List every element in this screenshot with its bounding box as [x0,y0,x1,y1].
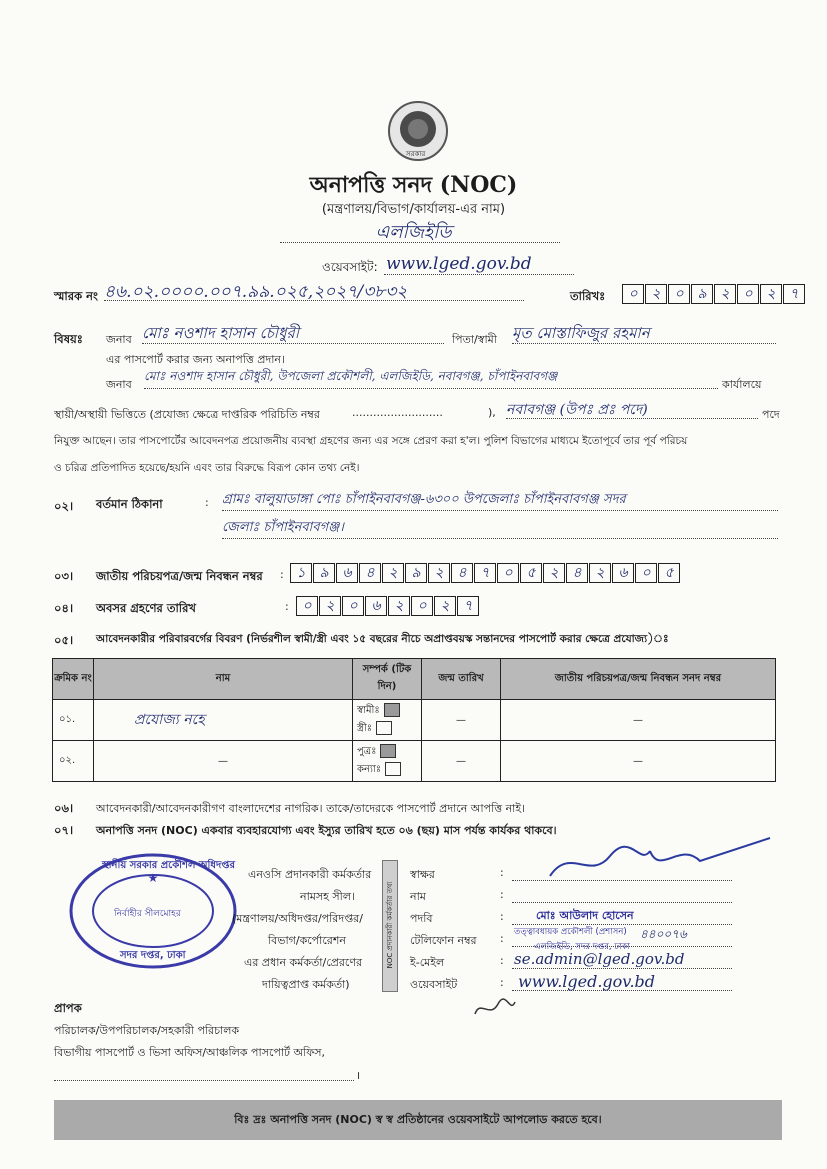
date-digit: ০ [622,284,644,304]
officer-email: se.admin@lged.gov.bd [514,950,685,968]
row-name: প্রযোজ্য নহে [134,712,205,728]
recipient-l1: পরিচালক/উপপরিচালক/সহকারী পরিচালক [54,1024,240,1037]
field-signature: স্বাক্ষর [410,868,435,881]
subject-line2: এর পাসপোর্ট করার জন্য অনাপত্তি প্রদান। [106,353,285,366]
footer-note-bar [54,1100,782,1140]
body-line2a: স্থায়ী/অস্থায়ী ভিত্তিতে (প্রযোজ্য ক্ষেত্রে দাপ্তরিক পরিচিতি নম্বর [54,408,320,421]
issuer-l1: এনওসি প্রদানকারী কর্মকর্তার [248,868,372,881]
government-seal [378,100,458,162]
row-serial: ০২. [53,741,94,782]
subject-name-line [142,343,444,344]
row-dob: — [422,700,501,741]
nid-digit: ০ [635,563,657,583]
retire-digit: ৬ [365,596,387,616]
initials-scribble [470,994,520,1024]
office-name: এলজিইডি [375,222,452,243]
retire-digit: ০ [411,596,433,616]
body-officer-line [144,388,718,389]
nid-digit: ২ [382,563,404,583]
colon-2: : [500,888,504,901]
item-06-number: ০৬। [54,801,74,815]
address-underline1 [222,510,778,511]
col-serial: ক্রমিক নং [53,659,94,700]
colon-1: : [500,866,504,879]
row-nid: — [501,741,776,782]
issuer-l2: নামসহ সীল। [300,890,355,903]
family-table-header [53,659,776,700]
row-name-cell [94,700,353,741]
date-digit: ২ [760,284,782,304]
nid-digit: ২ [543,563,565,583]
relation-daughter-label: কন্যাঃ [357,764,382,775]
office-name-line [280,242,560,243]
col-nid: জাতীয় পরিচয়পত্র/জন্ম নিবন্ধন সনদ নম্বর [501,659,776,700]
email-line [512,968,732,969]
issuer-l4: বিভাগ/কর্পোরেশন [268,934,346,947]
col-name: নাম [94,659,353,700]
nid-digit: ২ [428,563,450,583]
officer-designation: তত্ত্বাবধায়ক প্রকৌশলী (প্রশাসন) [514,927,627,937]
subject-prefix: জনাব [106,333,132,346]
name-line [512,902,732,903]
date-digit: ৭ [783,284,805,304]
row-name: — [94,741,353,782]
item-04-number: ০৪। [54,601,74,615]
col-dob: জন্ম তারিখ [422,659,501,700]
recipient-line [54,1080,354,1081]
item-07-number: ০৭। [54,823,74,837]
body-suffix2: পদে [762,408,780,421]
address-colon: : [205,496,209,509]
body-prefix: জনাব [106,378,132,391]
field-name: নাম [410,890,426,903]
recipient-l3: । [356,1069,361,1082]
nid-boxes [290,563,681,583]
relation-husband-checkbox[interactable] [384,703,400,717]
retire-digit: ২ [388,596,410,616]
row-serial: ০১. [53,700,94,741]
date-digit: ২ [714,284,736,304]
body-suffix1: কার্যালয়ে [722,378,762,391]
body-post-line [506,418,758,419]
retire-digit: ০ [296,596,318,616]
officer-website: www.lged.gov.bd [518,972,656,991]
relation-wife-checkbox[interactable] [376,721,392,735]
table-row [53,741,776,782]
issuer-l5: এর প্রধান কর্মকর্তা/প্রেরণের [244,956,363,969]
svg-text:★: ★ [147,871,159,885]
stamp-outer-text: স্থানীয় সরকার প্রকৌশল অধিদপ্তর [102,860,235,871]
stamp-inner-text: নির্বাহীর সীলমোহর [114,909,181,919]
relation-husband-label: স্বামীঃ [357,705,380,716]
nid-colon: : [280,568,284,581]
seal-caption: সরকার [406,150,426,158]
item-05-number: ০৫। [54,633,74,647]
address-line2: জেলাঃ চাঁপাইনবাবগঞ্জ। [222,520,344,535]
body-line3: নিযুক্ত আছেন। তার পাসপোর্টের আবেদনপত্র প্রয়োজনীয় ব্যবস্থা গ্রহণের জন্য এর সঙ্গে প্রেরণ করা হ'ল। পুলিশ বিভাগের মাধ্যমে ইতোপূর্বে তার পূর্ব পরিচয় [54,435,688,447]
colon-3: : [500,910,504,923]
father-name-line [512,343,776,344]
table-row [53,700,776,741]
father-label: পিতা/স্বামী [452,333,497,346]
retire-digit: ২ [319,596,341,616]
body-line4: ও চরিত্র প্রতিপাদিত হয়েছে/হয়নি এবং তার বিরুদ্ধে বিরূপ কোন তথ্য নেই। [54,462,360,474]
footer-note: বিঃ দ্রঃ অনাপত্তি সনদ (NOC) স্ব স্ব প্রতিষ্ঠানের ওয়েবসাইটে আপলোড করতে হবে। [234,1113,602,1126]
stamp-bottom-text: সদর দপ্তর, ঢাকা [120,950,186,961]
date-digit: ৯ [691,284,713,304]
field-email: ই-মেইল [410,956,445,969]
address-underline2 [222,538,778,539]
field-designation: পদবি [410,912,433,925]
retire-boxes [296,596,480,616]
nid-digit: ৯ [313,563,335,583]
subject-name: মোঃ নওশাদ হাসান চৌধুরী [142,324,300,342]
relation-wife-label: স্ত্রীঃ [357,723,373,734]
recipient-l2: বিভাগীয় পাসপোর্ট ও ভিসা অফিস/আঞ্চলিক পাসপোর্ট অফিস, [54,1046,325,1059]
body-line2b: ), [488,406,496,419]
retire-digit: ২ [434,596,456,616]
subject-label: বিষয়ঃ [54,332,83,346]
nid-digit: ৬ [336,563,358,583]
field-phone: টেলিফোন নম্বর [410,934,477,947]
nid-digit: ৫ [658,563,680,583]
family-table [52,658,776,782]
nid-digit: ৪ [566,563,588,583]
colon-4: : [500,932,504,945]
date-digit: ০ [668,284,690,304]
date-boxes [622,284,806,304]
retire-label: অবসর গ্রহণের তারিখ [96,601,196,615]
retire-colon: : [285,600,289,613]
note-06: আবেদনকারী/আবেদনকারীগণ বাংলাদেশের নাগরিক। তাকে/তাদেরকে পাসপোর্ট প্রদানে আপত্তি নাই। [96,802,526,815]
nid-digit: ০ [497,563,519,583]
nid-digit: ৪ [451,563,473,583]
family-label: আবেদনকারীর পরিবারবর্গের বিবরণ (নির্ভরশীল স্বামী/স্ত্রী এবং ১৫ বছরের নীচে অপ্রাপ্তবয়স্ক সন্তানদের পাসপোর্ট করার ক্ষেত্রে প্রযোজ্য)ঃ [96,633,669,645]
memo-label: স্মারক নং [54,289,98,303]
nid-digit: ৫ [520,563,542,583]
officer-phone: ৪৪০০৭৬ [640,927,687,941]
note-07: অনাপত্তি সনদ (NOC) একবার ব্যবহারযোগ্য এবং ইস্যুর তারিখ হতে ০৬ (ছয়) মাস পর্যন্ত কার্যকর থাকবে। [96,824,557,837]
item-02-number: ০২। [54,499,74,513]
body-post: নবাবগঞ্জ (উপঃ প্রঃ পদে) [506,402,648,418]
field-website: ওয়েবসাইট [410,978,458,991]
relation-son-checkbox[interactable] [380,744,396,758]
memo-value: ৪৬.০২.০০০০.০০৭.৯৯.০২৫,২০২৭/৩৮৩২ [104,282,408,302]
issuer-vertical-note: NOC প্রদানকারী কর্মকর্তার তথ্য [386,881,394,969]
colon-6: : [500,976,504,989]
nid-digit: ১ [290,563,312,583]
row-relation-cell [353,741,422,782]
office-stamp [68,852,238,970]
col-relation: সম্পর্ক (টিক দিন) [353,659,422,700]
date-digit: ০ [737,284,759,304]
officer-signature [540,836,780,886]
relation-daughter-checkbox[interactable] [385,762,401,776]
officer-name: মোঃ আউলাদ হোসেন [536,909,634,922]
address-label: বর্তমান ঠিকানা [96,497,163,511]
row-relation-cell [353,700,422,741]
retire-digit: ৭ [457,596,479,616]
issuer-vertical-bar [382,860,398,992]
issuer-l3: (মন্ত্রণালয়/অধিদপ্তর/পরিদপ্তর/ [232,912,363,925]
website-label: ওয়েবসাইট: [322,260,378,274]
date-digit: ২ [645,284,667,304]
date-label: তারিখঃ [570,289,606,303]
relation-son-label: পুত্রঃ [357,746,377,757]
nid-digit: ৯ [405,563,427,583]
officer-org: এলজিইডি, সদর দপ্তর, ঢাকা [534,942,631,952]
nid-digit: ৭ [474,563,496,583]
row-dob: — [422,741,501,782]
body-line2-dots: .......................... [352,406,443,419]
address-line1: গ্রামঃ বালুয়াডাঙ্গা পোঃ চাঁপাইনবাবগঞ্জ-৬৩০০ উপজেলাঃ চাঁপাইনবাবগঞ্জ সদর [222,492,626,507]
memo-line [104,300,524,301]
page-title: অনাপত্তি সনদ (NOC) [309,172,518,198]
website-line [384,274,574,275]
colon-5: : [500,954,504,967]
father-name: মৃত মোস্তাফিজুর রহমান [512,324,650,342]
nid-digit: ২ [589,563,611,583]
nid-label: জাতীয় পরিচয়পত্র/জন্ম নিবন্ধন নম্বর [96,569,263,583]
body-officer: মোঃ নওশাদ হাসান চৌধুরী, উপজেলা প্রকৌশলী, এলজিইডি, নবাবগঞ্জ, চাঁপাইনবাবগঞ্জ [144,369,558,383]
row-nid: — [501,700,776,741]
item-03-number: ০৩। [54,569,74,583]
retire-digit: ০ [342,596,364,616]
website-value: www.lged.gov.bd [386,254,532,274]
issuer-l6: দায়িত্বপ্রাপ্ত কর্মকর্তা) [262,978,350,991]
nid-digit: ৪ [359,563,381,583]
page-subtitle: (মন্ত্রণালয়/বিভাগ/কার্যালয়-এর নাম) [321,202,506,217]
nid-digit: ৬ [612,563,634,583]
recipient-label: প্রাপক [54,1001,82,1015]
